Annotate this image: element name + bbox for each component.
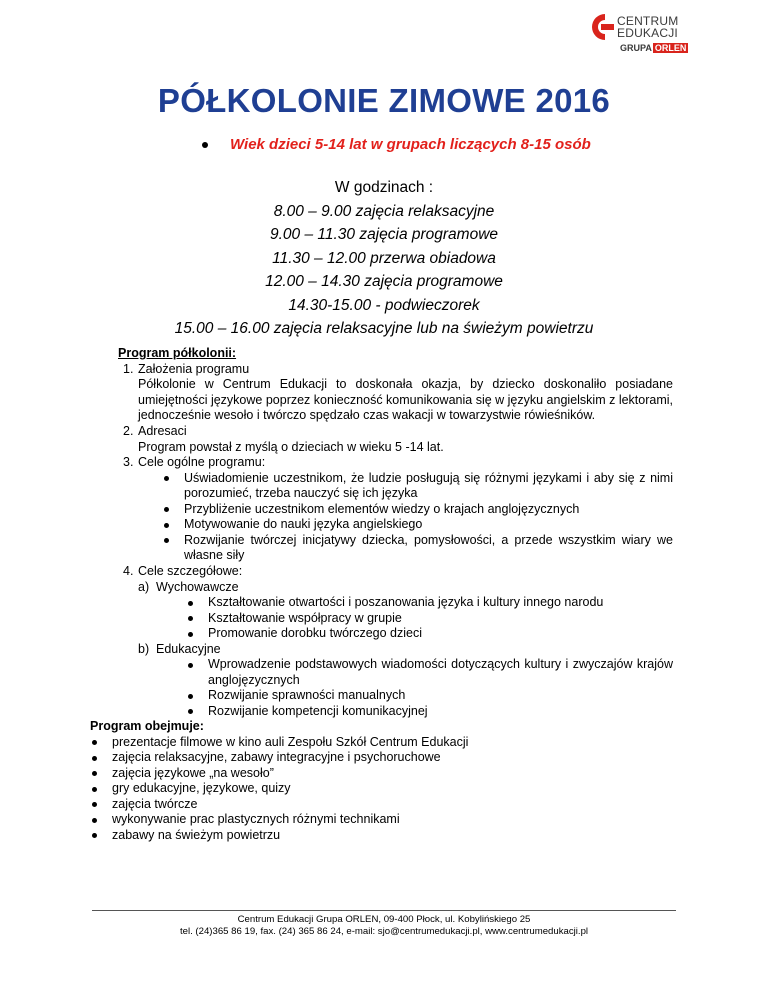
bullet-icon xyxy=(164,538,169,543)
schedule-row: 15.00 – 16.00 zajęcia relaksacyjne lub na świeżym powietrzu xyxy=(174,320,594,337)
list-item: Przybliżenie uczestnikom elementów wiedzy o krajach anglojęzycznych xyxy=(184,501,580,516)
list-item: zabawy na świeżym powietrzu xyxy=(112,827,281,842)
bullet-icon xyxy=(164,523,169,528)
list-item: Kształtowanie współpracy w grupie xyxy=(208,610,402,625)
schedule-row: 8.00 – 9.00 zajęcia relaksacyjne xyxy=(273,202,495,220)
section-title: Cele ogólne programu: xyxy=(138,455,266,469)
subsection-title: Edukacyjne xyxy=(156,641,221,656)
list-item: prezentacje filmowe w kino auli Zespołu Szkół Centrum Edukacji xyxy=(112,734,469,749)
list-item: wykonywanie prac plastycznych różnymi technikami xyxy=(112,812,400,826)
covers-heading: Program obejmuje: xyxy=(90,719,204,733)
schedule-row: 12.00 – 14.30 zajęcia programowe xyxy=(265,273,503,290)
section-paragraph: Półkolonie w Centrum Edukacji to doskonała okazja, by dziecko doskonaliło posiadane umiejętności językowe poprzez konieczność komunikowania się w języku angielskim z lektorami, jednocześnie wesoło i twórczo spędzało czas wakacji w towarzystwie rówieśników. xyxy=(138,377,673,423)
bullet-icon xyxy=(92,818,97,823)
list-item: Uświadomienie uczestnikom, że ludzie posługują się różnymi językami i aby się z nimi porozumieć, trzeba nauczyć się ich języka xyxy=(184,470,673,501)
bullet-icon xyxy=(92,802,97,807)
list-item: gry edukacyjne, językowe, quizy xyxy=(112,781,291,795)
section-paragraph: Program powstał z myślą o dzieciach w wieku 5 -14 lat. xyxy=(138,439,444,454)
subsection-label: b) xyxy=(138,641,150,656)
list-item: Rozwijanie kompetencji komunikacyjnej xyxy=(208,703,428,718)
schedule-row: 9.00 – 11.30 zajęcia programowe xyxy=(269,226,499,243)
list-item: Kształtowanie otwartości i poszanowania języka i kultury innego narodu xyxy=(208,595,604,609)
list-item: Promowanie dorobku twórczego dzieci xyxy=(208,626,422,640)
subsection-label: a) xyxy=(138,579,150,594)
subsection-title: Wychowawcze xyxy=(156,579,239,594)
age-info-text: Wiek dzieci 5-14 lat w grupach liczących 8-15 osób xyxy=(230,136,591,153)
section-title: Założenia programu xyxy=(138,361,250,376)
bullet-icon xyxy=(92,833,97,838)
footer-contact: tel. (24)365 86 19, fax. (24) 365 86 24, e-mail: sjo@centrumedukacji.pl, www.centrumedukacji.pl xyxy=(179,926,589,937)
bullet-icon xyxy=(92,771,97,776)
logo-wordmark xyxy=(617,15,678,39)
section-number: 3. xyxy=(123,455,134,469)
bullet-icon xyxy=(188,632,193,637)
schedule-row: 11.30 – 12.00 przerwa obiadowa xyxy=(272,249,496,267)
list-item: Motywowanie do nauki języka angielskiego xyxy=(184,517,423,531)
list-item: Wprowadzenie podstawowych wiadomości dotyczących kultury i zwyczajów krajów anglojęzycznych xyxy=(208,657,673,687)
logo-e-mark-icon xyxy=(592,14,614,40)
logo-line-1: CENTRUM xyxy=(617,14,679,28)
bullet-icon xyxy=(164,507,169,512)
logo-brand-label: ORLEN xyxy=(654,43,687,53)
bullet-icon xyxy=(164,476,169,481)
page-title: PÓŁKOLONIE ZIMOWE 2016 xyxy=(157,82,611,119)
logo-group-label: GRUPA xyxy=(620,43,652,53)
bullet-icon xyxy=(188,616,193,621)
program-heading: Program półkolonii: xyxy=(118,346,237,360)
footer-divider xyxy=(92,910,676,911)
bullet-icon xyxy=(188,709,193,714)
bullet-icon xyxy=(188,601,193,606)
footer-address: Centrum Edukacji Grupa ORLEN, 09-400 Płock, ul. Kobylińskiego 25 xyxy=(237,914,531,925)
schedule-block xyxy=(0,176,768,341)
list-item: Rozwijanie twórczej inicjatywy dziecka, pomysłowości, a przede wszystkim wiary we własne siły xyxy=(184,532,673,563)
list-item: zajęcia relaksacyjne, zabawy integracyjne i psychoruchowe xyxy=(112,750,441,764)
list-item: zajęcia twórcze xyxy=(112,796,198,811)
bullet-icon xyxy=(188,694,193,699)
bullet-icon xyxy=(92,740,97,745)
bullet-icon xyxy=(92,787,97,792)
list-item: Rozwijanie sprawności manualnych xyxy=(208,688,406,702)
bullet-icon xyxy=(202,142,208,148)
schedule-heading: W godzinach : xyxy=(334,179,434,196)
logo-line-2: EDUKACJI xyxy=(617,26,678,40)
company-logo xyxy=(592,14,712,54)
section-number: 1. xyxy=(123,361,134,376)
footer xyxy=(0,914,768,938)
logo-group-line xyxy=(620,43,688,53)
schedule-row: 14.30-15.00 - podwieczorek xyxy=(288,296,480,314)
section-number: 4. xyxy=(123,564,134,578)
section-title: Adresaci xyxy=(138,424,187,438)
bullet-icon xyxy=(188,663,193,668)
list-item: zajęcia językowe „na wesoło” xyxy=(112,765,274,780)
section-title: Cele szczegółowe: xyxy=(138,564,243,578)
bullet-icon xyxy=(92,756,97,761)
section-number: 2. xyxy=(123,424,134,438)
